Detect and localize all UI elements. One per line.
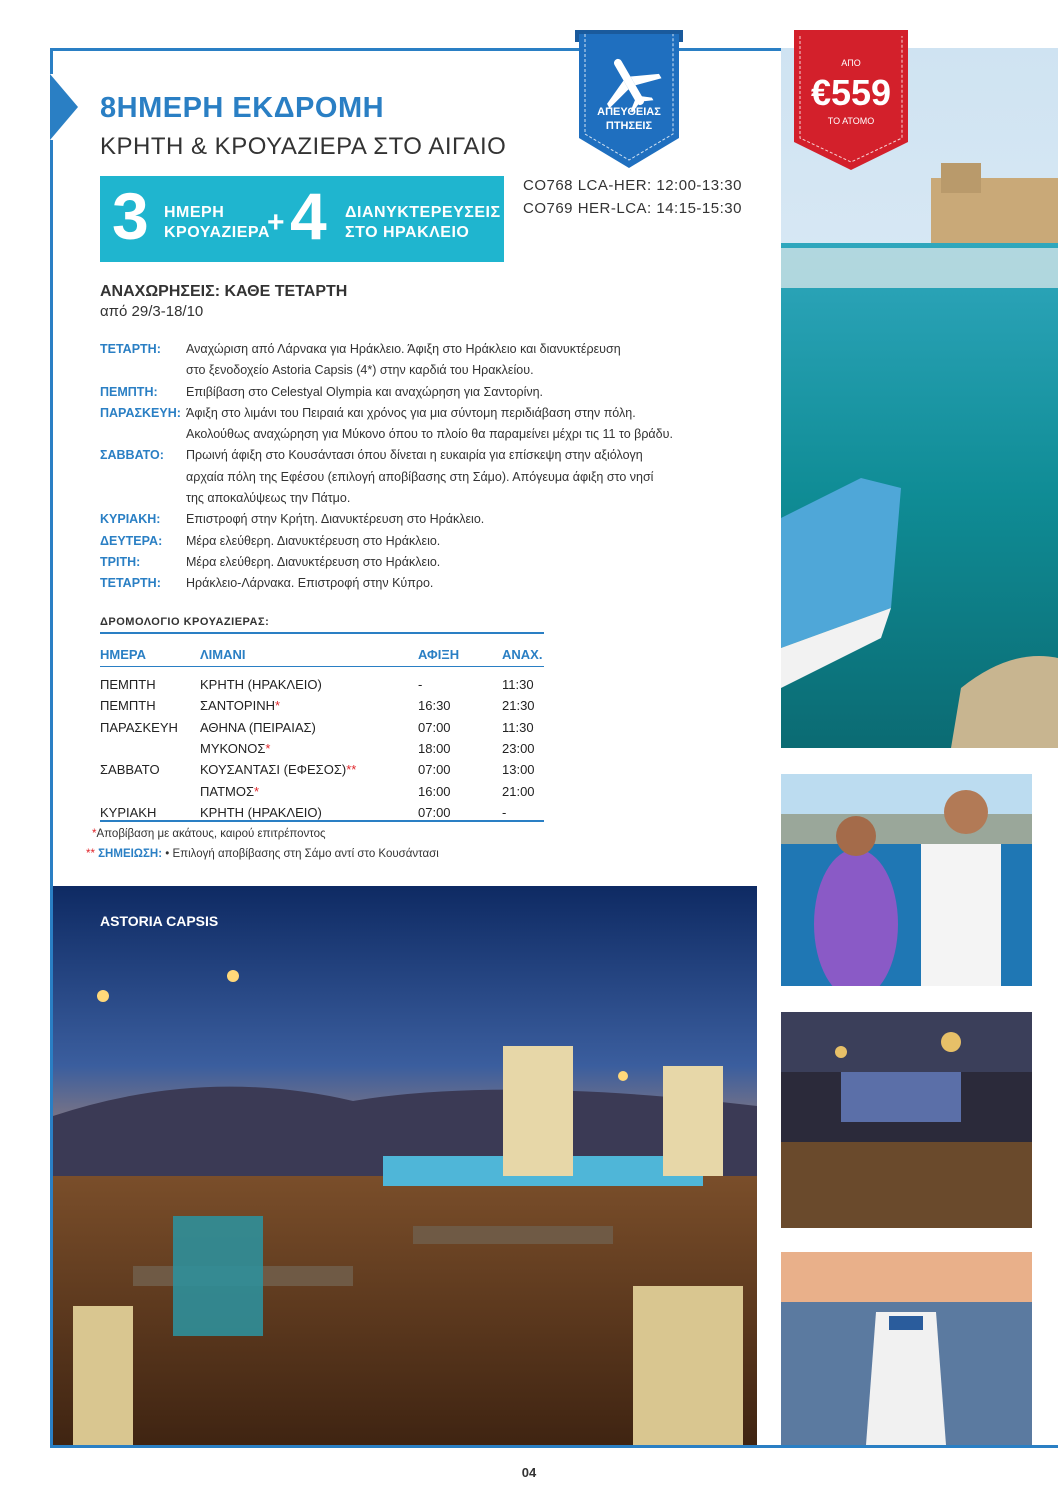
cell-arrival: 07:00: [418, 762, 451, 778]
cell-port: ΚΟΥΣΑΝΤΑΣΙ (ΕΦΕΣΟΣ)**: [200, 762, 357, 778]
ship-lounge-photo: [781, 1012, 1032, 1228]
itinerary-row: [100, 360, 750, 381]
itinerary-row: [100, 403, 750, 424]
itinerary-day: [100, 424, 186, 445]
itinerary-day: ΤΡΙΤΗ:: [100, 554, 141, 569]
itinerary-day: ΔΕΥΤΕΡΑ:: [100, 533, 163, 548]
itinerary-row: [100, 424, 750, 445]
table-row: [100, 759, 544, 780]
itinerary-day: ΣΑΒΒΑΤΟ:: [100, 448, 164, 463]
frame-bottom-line: [50, 1445, 1058, 1448]
hotel-nights-number: 4: [290, 179, 327, 253]
itinerary-row: [100, 488, 750, 509]
itinerary-text: στο ξενοδοχείο Astoria Capsis (4*) στην καρδιά του Ηρακλείου.: [186, 363, 534, 378]
price-value: €559: [810, 72, 892, 113]
cell-port: ΜΥΚΟΝΟΣ*: [200, 741, 271, 757]
cell-arrival: 16:30: [418, 698, 451, 714]
duration-banner: [100, 176, 504, 262]
cell-day: ΠΕΜΠΤΗ: [100, 698, 156, 714]
itinerary-text: Επιστροφή στην Κρήτη. Διανυκτέρευση στο Ηράκλειο.: [186, 512, 485, 527]
cell-departure: 21:00: [502, 783, 535, 799]
itinerary-day: ΚΥΡΙΑΚΗ:: [100, 512, 161, 527]
itinerary-text: Επιβίβαση στο Celestyal Olympia και αναχώρηση για Σαντορίνη.: [186, 384, 544, 399]
itinerary-day: ΤΕΤΑΡΤΗ:: [100, 342, 161, 356]
cruise-ship-photo: [781, 1252, 1032, 1445]
table-row: [100, 780, 544, 801]
table-row: [100, 802, 544, 823]
itinerary-text: αρχαία πόλη της Εφέσου (επιλογή αποβίβασης στη Σάμο). Απόγευμα άφιξη στο νησί: [186, 469, 654, 484]
direct-flights-ribbon: [575, 30, 683, 168]
itinerary-row: [100, 509, 750, 530]
cell-day: [100, 780, 200, 801]
table-row: [100, 695, 544, 716]
cell-day: [100, 738, 200, 759]
table-row: [100, 738, 544, 759]
itinerary-row: [100, 552, 750, 573]
cell-port: ΠΑΤΜΟΣ*: [200, 783, 260, 799]
itinerary-day: ΠΕΜΠΤΗ:: [100, 384, 158, 399]
cell-arrival: 07:00: [418, 804, 451, 820]
cell-departure: 21:30: [502, 698, 535, 714]
cell-port: ΚΡΗΤΗ (ΗΡΑΚΛΕΙΟ): [200, 677, 322, 693]
hotel-photo-label: ASTORIA CAPSIS: [100, 913, 219, 929]
cruise-schedule-table: [100, 642, 544, 823]
cell-arrival: 18:00: [418, 741, 451, 757]
cell-departure: 11:30: [502, 677, 534, 693]
table-row: [100, 717, 544, 738]
cell-arrival: 16:00: [418, 783, 451, 799]
itinerary-text: Αναχώριση από Λάρνακα για Ηράκλειο. Άφιξη στο Ηράκλειο και διανυκτέρευση: [186, 342, 621, 356]
cell-port: ΚΡΗΤΗ (ΗΡΑΚΛΕΙΟ): [200, 804, 322, 820]
cruise-schedule-title: ΔΡΟΜΟΛΟΓΙΟ ΚΡΟΥΑΖΙΕΡΑΣ:: [100, 616, 270, 628]
itinerary-text: Μέρα ελεύθερη. Διανυκτέρευση στο Ηράκλειο.: [186, 533, 441, 548]
hotel-terrace-photo: [53, 886, 757, 1445]
cell-port: ΣΑΝΤΟΡΙΝΗ*: [200, 698, 281, 714]
cell-arrival: 07:00: [418, 719, 451, 735]
header-day: ΗΜΕΡΑ: [100, 646, 146, 662]
itinerary-row: [100, 382, 750, 403]
flight-outbound: CO768 LCA-HER: 12:00-13:30: [523, 177, 742, 194]
ribbon-label-line1: ΑΠΕΥΘΕΙΑΣ: [597, 106, 661, 118]
itinerary-row: [100, 339, 750, 360]
itinerary-text: Ηράκλειο-Λάρνακα. Επιστροφή στην Κύπρο.: [186, 576, 434, 591]
footnote-tender: *Αποβίβαση με ακάτους, καιρού επιτρέποντος: [92, 828, 326, 840]
plus-sign: +: [267, 206, 285, 239]
itinerary-day: [100, 467, 186, 488]
itinerary-text: Μέρα ελεύθερη. Διανυκτέρευση στο Ηράκλειο.: [186, 554, 441, 569]
table-row: [100, 674, 544, 695]
departures-label: ΑΝΑΧΩΡΗΣΕΙΣ: ΚΑΘΕ ΤΕΤΑΡΤΗ: [100, 283, 348, 300]
frame-left-line: [50, 48, 53, 74]
cell-day: ΣΑΒΒΑΤΟ: [100, 762, 160, 778]
cell-departure: 13:00: [502, 762, 535, 778]
header-arrival: ΑΦΙΞΗ: [418, 646, 460, 662]
itinerary-day: ΤΕΤΑΡΤΗ:: [100, 576, 161, 591]
page-title: 8ΗΜΕΡΗ ΕΚΔΡΟΜΗ: [100, 92, 385, 124]
cell-day: ΚΥΡΙΑΚΗ: [100, 804, 157, 820]
itinerary-list: [100, 339, 750, 595]
itinerary-day: ΠΑΡΑΣΚΕΥΗ:: [100, 405, 181, 420]
itinerary-row: [100, 445, 750, 466]
cruise-days-line1: ΗΜΕΡΗ: [164, 204, 225, 221]
page-number: 04: [521, 1465, 537, 1480]
itinerary-row: [100, 467, 750, 488]
ribbon-label-line2: ΠΤΗΣΕΙΣ: [605, 120, 653, 132]
header-departure: ΑΝΑΧ.: [502, 646, 543, 662]
cell-arrival: -: [418, 677, 423, 693]
hotel-nights-line1: ΔΙΑΝΥΚΤΕΡΕΥΣΕΙΣ: [345, 204, 501, 221]
itinerary-text: Ακολούθως αναχώρηση για Μύκονο όπου το πλοίο θα παραμείνει μέχρι τις 11 το βράδυ.: [186, 427, 673, 442]
cruise-days-number: 3: [112, 179, 149, 253]
itinerary-text: Άφιξη στο λιμάνι του Πειραιά και χρόνος για μια σύντομη περιδιάβαση στην πόλη.: [186, 405, 636, 420]
page-subtitle: ΚΡΗΤΗ & ΚΡΟΥΑΖΙΕΡΑ ΣΤΟ ΑΙΓΑΙΟ: [100, 133, 507, 160]
cell-day: ΠΑΡΑΣΚΕΥΗ: [100, 719, 178, 735]
title-arrow-tab: [50, 74, 78, 140]
price-per-person: ΤΟ ΑΤΟΜΟ: [827, 116, 875, 126]
table-header-row: [100, 642, 544, 666]
cell-departure: 11:30: [502, 719, 534, 735]
cell-departure: -: [502, 804, 507, 820]
itinerary-row: [100, 531, 750, 552]
cruise-days-line2: ΚΡΟΥΑΖΙΕΡΑ: [164, 224, 270, 241]
itinerary-day: [100, 360, 186, 381]
cell-day: ΠΕΜΠΤΗ: [100, 677, 156, 693]
itinerary-text: Πρωινή άφιξη στο Κουσάντασι όπου δίνεται η ευκαιρία για επίσκεψη στην αξιόλογη: [186, 448, 643, 463]
couple-on-deck-photo: [781, 774, 1032, 986]
hotel-nights-line2: ΣΤΟ ΗΡΑΚΛΕΙΟ: [345, 224, 470, 241]
table-top-rule: [100, 632, 544, 634]
itinerary-day: [100, 488, 186, 509]
flight-return: CO769 HER-LCA: 14:15-15:30: [523, 200, 742, 217]
footnote-note: ** ΣΗΜΕΙΩΣΗ: • Επιλογή αποβίβασης στη Σάμο αντί στο Κουσάντασι: [86, 848, 439, 860]
itinerary-text: της αποκαλύψεως την Πάτμο.: [186, 491, 351, 506]
price-from-label: ΑΠΟ: [841, 58, 861, 68]
departures-dates: από 29/3-18/10: [100, 303, 204, 320]
cell-departure: 23:00: [502, 741, 535, 757]
itinerary-row: [100, 573, 750, 594]
header-port: ΛΙΜΑΝΙ: [200, 646, 246, 662]
cell-port: ΑΘΗΝΑ (ΠΕΙΡΑΙΑΣ): [200, 719, 316, 735]
price-badge: [788, 30, 914, 170]
